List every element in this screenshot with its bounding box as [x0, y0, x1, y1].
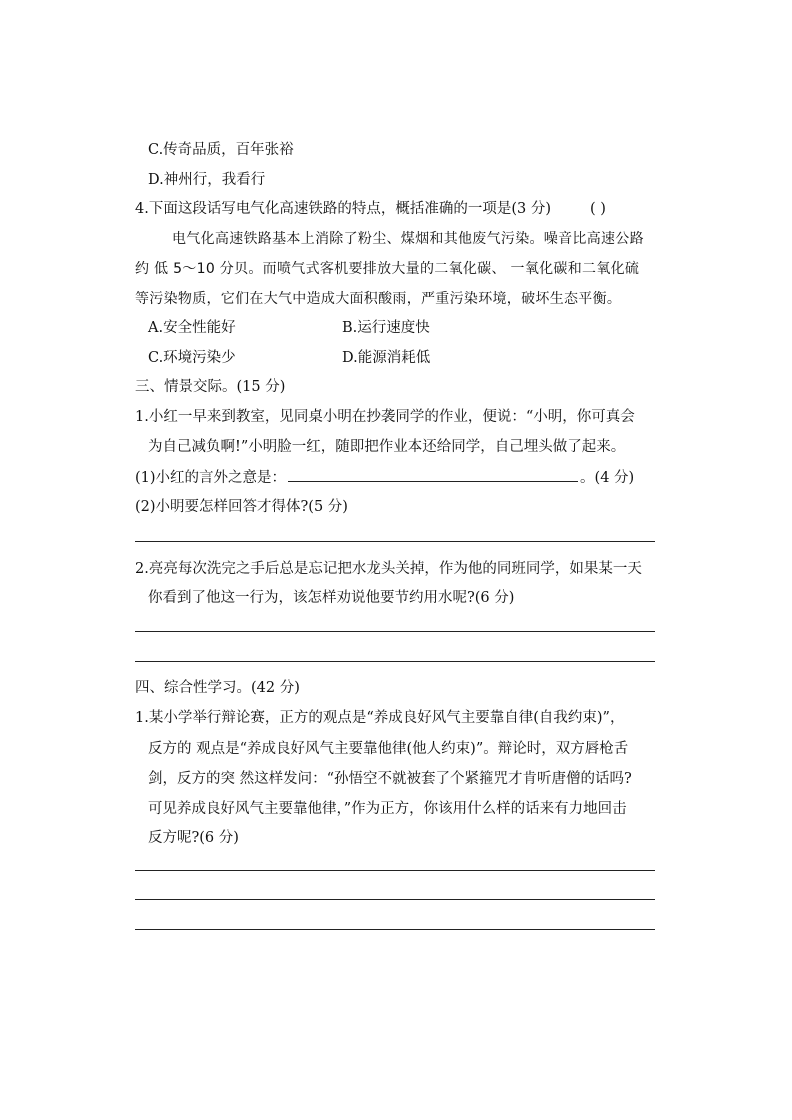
- q4-option-a: A.安全性能好: [148, 320, 236, 336]
- q4-option-b: B.运行速度快: [342, 320, 430, 336]
- s3-q1-line-2: 为自己减负啊!”小明脸一红，随即把作业本还给同学，自己埋头做了起来。: [148, 439, 626, 455]
- q4-option-c: C.环境污染少: [148, 350, 236, 366]
- s3-q1-sub2: (2)小明要怎样回答才得体?(5 分): [135, 499, 348, 515]
- s4-q1-answer-line-2[interactable]: [135, 899, 655, 900]
- q4-passage-line-2: 约 低 5～10 分贝。而喷气式客机要排放大量的二氧化碳、 一氧化碳和二氧化硫: [135, 261, 640, 277]
- s3-q1-sub1-prefix: (1)小红的言外之意是：: [135, 470, 287, 486]
- s4-q1-line-2: 反方的 观点是“养成良好风气主要靠他律(他人约束)”。辩论时，双方唇枪舌: [148, 741, 629, 757]
- s4-q1-line-1: 1.某小学举行辩论赛，正方的观点是“养成良好风气主要靠自律(自我约束)”，: [135, 710, 625, 726]
- q4-answer-parens: ( ): [590, 201, 606, 217]
- q4-passage-line-1: 电气化高速铁路基本上消除了粉尘、煤烟和其他废气污染。噪音比高速公路: [172, 231, 644, 247]
- s3-q2-answer-line-1[interactable]: [135, 631, 655, 632]
- s3-q2-line-2: 你看到了他这一行为，该怎样劝说他要节约用水呢?(6 分): [148, 590, 515, 606]
- s4-q1-line-3: 剑，反方的突 然这样发问：“孙悟空不就被套了个紧箍咒才肯听唐僧的话吗?: [148, 771, 632, 787]
- option-d-text: D.神州行，我看行: [148, 172, 266, 188]
- s4-q1-line-4: 可见养成良好风气主要靠他律，”作为正方，你该用什么样的话来有力地回击: [148, 801, 627, 817]
- section-4-heading: 四、综合性学习。(42 分): [135, 680, 300, 696]
- s3-q2-answer-line-2[interactable]: [135, 661, 655, 662]
- s3-q1-answer-line[interactable]: [135, 541, 655, 542]
- q4-option-d: D.能源消耗低: [342, 350, 431, 366]
- option-c-text: C.传奇品质，百年张裕: [148, 142, 294, 158]
- s3-q1-sub1: [135, 467, 634, 488]
- s4-q1-answer-line-3[interactable]: [135, 929, 655, 930]
- s3-q1-sub1-answer-blank[interactable]: [288, 467, 578, 482]
- s3-q2-line-1: 2.亮亮每次洗完之手后总是忘记把水龙头关掉，作为他的同班同学，如果某一天: [135, 561, 642, 577]
- q4-stem: 4.下面这段话写电气化高速铁路的特点，概括准确的一项是(3 分): [135, 201, 551, 217]
- s3-q1-sub1-suffix: 。(4 分): [580, 470, 635, 486]
- s4-q1-answer-line-1[interactable]: [135, 870, 655, 871]
- q4-passage-line-3: 等污染物质，它们在大气中造成大面积酸雨，严重污染环境，破坏生态平衡。: [135, 291, 622, 307]
- s4-q1-line-5: 反方呢?(6 分): [148, 830, 239, 846]
- s3-q1-line-1: 1.小红一早来到教室，见同桌小明在抄袭同学的作业，便说：“小明，你可真会: [135, 409, 635, 425]
- section-3-heading: 三、情景交际。(15 分): [135, 379, 286, 395]
